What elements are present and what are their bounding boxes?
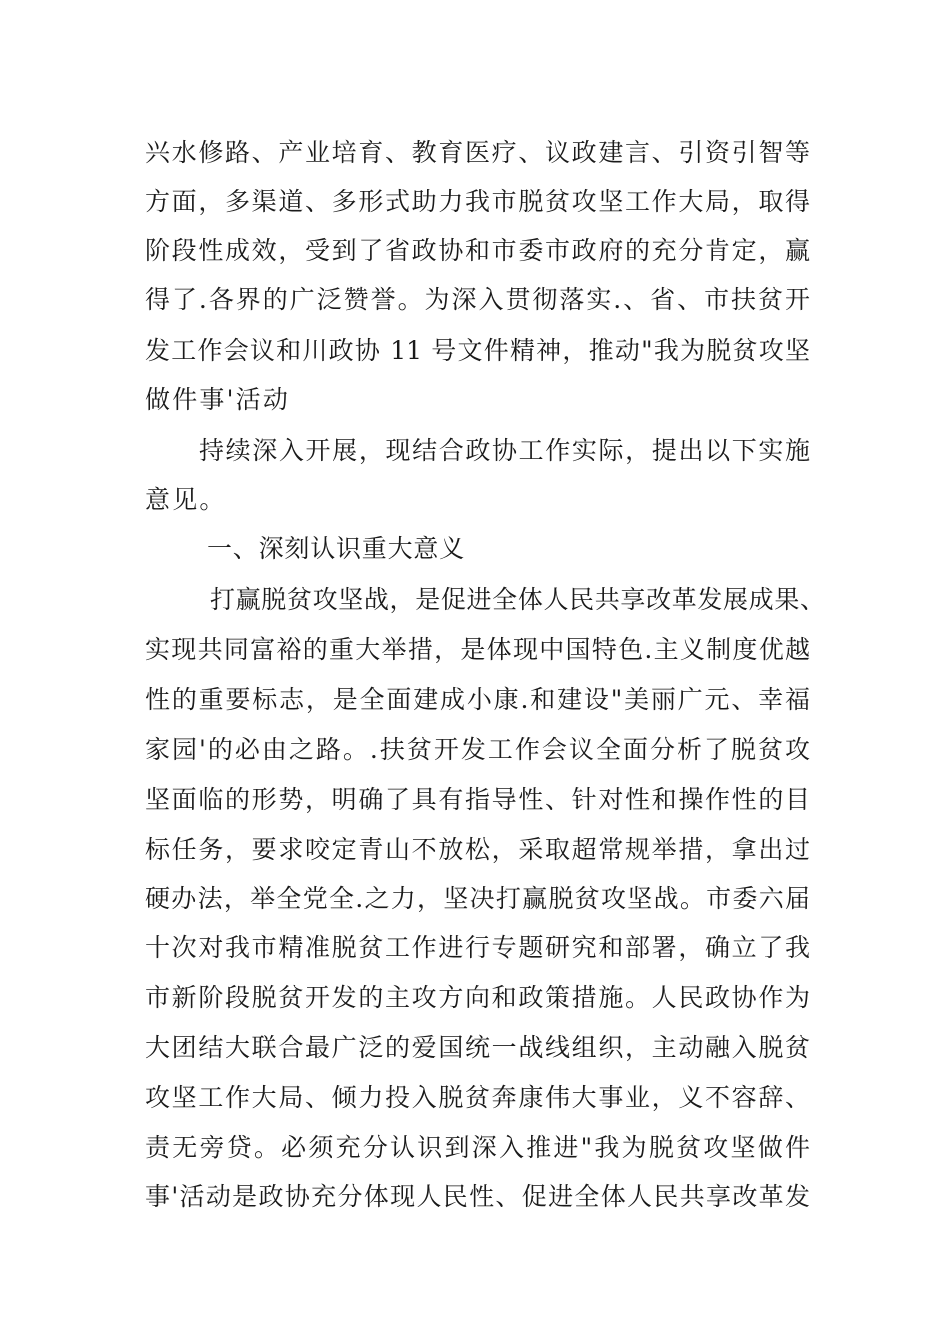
text-line-7: 持续深入开展，现结合政协工作实际，提出以下实施 — [199, 436, 810, 465]
text-line-1: 兴水修路、产业培育、教育医疗、议政建言、引资引智等 — [145, 138, 810, 167]
text-line-12: 性的重要标志，是全面建成小康.和建设"美丽广元、幸福 — [145, 685, 810, 714]
text-line-6: 做件事'活动 — [145, 385, 291, 414]
text-line-19: 大团结大联合最广泛的爱国统一战线组织，主动融入脱贫 — [145, 1033, 810, 1062]
text-line-16: 硬办法，举全党全.之力，坚决打赢脱贫攻坚战。市委六届 — [145, 884, 810, 913]
section-heading: 一、深刻认识重大意义 — [207, 534, 466, 563]
text-line-17: 十次对我市精准脱贫工作进行专题研究和部署，确立了我 — [145, 933, 810, 962]
text-line-20: 攻坚工作大局、倾力投入脱贫奔康伟大事业，义不容辞、 — [145, 1083, 810, 1112]
text-line-22: 事'活动是政协充分体现人民性、促进全体人民共享改革发 — [145, 1182, 810, 1211]
text-line-8: 意见。 — [145, 485, 227, 514]
text-line-4: 得了.各界的广泛赞誉。为深入贯彻落实.、省、市扶贫开 — [145, 285, 810, 314]
text-line-21: 责无旁贷。必须充分认识到深入推进"我为脱贫攻坚做件 — [145, 1133, 810, 1162]
text-line-10: 打赢脱贫攻坚战，是促进全体人民共享改革发展成果、 — [210, 585, 825, 614]
text-line-2: 方面，多渠道、多形式助力我市脱贫攻坚工作大局，取得 — [145, 187, 810, 216]
text-line-3: 阶段性成效，受到了省政协和市委市政府的充分肯定，赢 — [145, 236, 810, 265]
text-line-15: 标任务，要求咬定青山不放松，采取超常规举措，拿出过 — [145, 835, 810, 864]
text-line-14: 坚面临的形势，明确了具有指导性、针对性和操作性的目 — [145, 785, 810, 814]
text-line-13: 家园'的必由之路。.扶贫开发工作会议全面分析了脱贫攻 — [145, 735, 810, 764]
text-line-5: 发工作会议和川政协 11 号文件精神，推动"我为脱贫攻坚 — [145, 336, 810, 365]
text-line-18: 市新阶段脱贫开发的主攻方向和政策措施。人民政协作为 — [145, 983, 810, 1012]
text-line-11: 实现共同富裕的重大举措，是体现中国特色.主义制度优越 — [145, 635, 810, 664]
